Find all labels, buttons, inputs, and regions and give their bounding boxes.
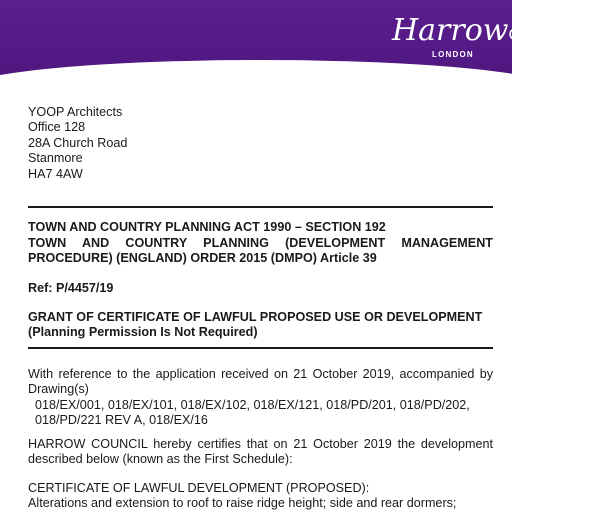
certificate-heading: CERTIFICATE OF LAWFUL DEVELOPMENT (PROPOSED): <box>28 481 370 495</box>
recipient-address <box>28 105 127 182</box>
logo-name-part2: COUNCIL <box>508 25 589 44</box>
grant-subtitle: (Planning Permission Is Not Required) <box>28 325 258 339</box>
legislation-line-2: TOWN AND COUNTRY PLANNING (DEVELOPMENT MANAGEMENT <box>28 236 493 250</box>
logo-name-part1: Harrow <box>392 13 509 48</box>
top-divider <box>28 206 493 208</box>
grant-title: GRANT OF CERTIFICATE OF LAWFUL PROPOSED USE OR DEVELOPMENT <box>28 310 483 324</box>
middle-divider <box>28 347 493 349</box>
address-line: Stanmore <box>28 151 83 166</box>
reference-line-1: With reference to the application received on 21 October 2019, accompanied by <box>28 367 493 381</box>
certifies-line-2: described below (known as the First Schedule): <box>28 452 293 466</box>
logo-city: LONDON <box>432 50 474 59</box>
certificate-description: Alterations and extension to roof to raise ridge height; side and rear dormers; <box>28 496 457 510</box>
drawing-list-line-2: 018/PD/221 REV A, 018/EX/16 <box>35 413 208 427</box>
legislation-line-1: TOWN AND COUNTRY PLANNING ACT 1990 – SECTION 192 <box>28 220 386 234</box>
reference-line-2: Drawing(s) <box>28 382 89 396</box>
header-band <box>0 0 589 82</box>
address-line: 28A Church Road <box>28 135 128 150</box>
address-line: Office 128 <box>28 120 86 135</box>
address-line: HA7 4AW <box>28 166 83 181</box>
certifies-line-1: HARROW COUNCIL hereby certifies that on 21 October 2019 the development <box>28 437 493 451</box>
legislation-line-3: PROCEDURE) (ENGLAND) ORDER 2015 (DMPO) Article 39 <box>28 251 377 265</box>
reference-number: Ref: P/4457/19 <box>28 281 114 295</box>
drawing-list-line-1: 018/EX/001, 018/EX/101, 018/EX/102, 018/EX/121, 018/PD/201, 018/PD/202, <box>35 398 470 412</box>
council-logo <box>392 13 589 70</box>
address-line: YOOP Architects <box>28 105 123 119</box>
logo-wordmark <box>392 14 589 52</box>
